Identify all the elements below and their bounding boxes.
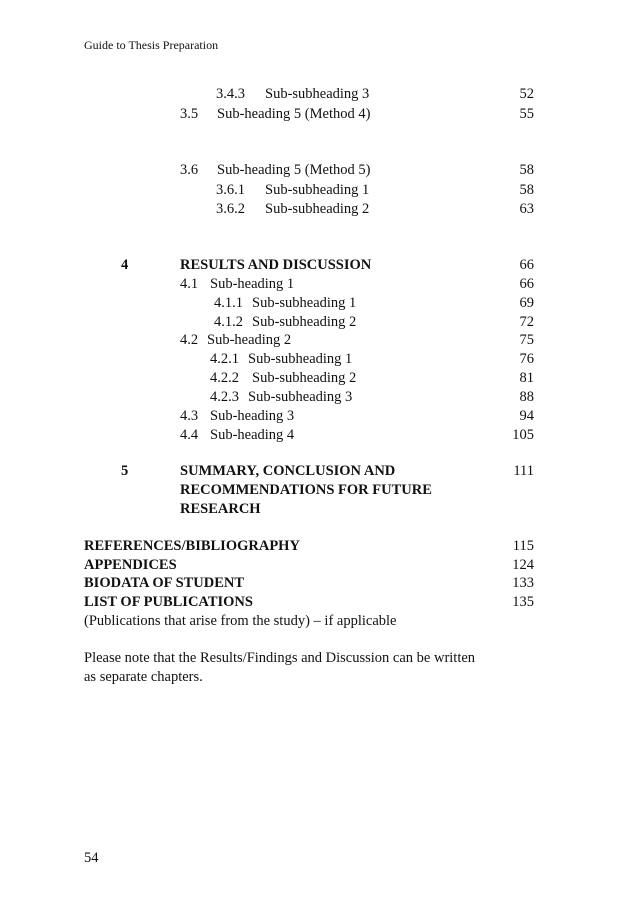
toc-page: 55 bbox=[519, 106, 534, 122]
toc-number: 4.3 bbox=[180, 408, 199, 424]
toc-page: 81 bbox=[519, 370, 534, 386]
toc-number: 4.4 bbox=[180, 427, 199, 443]
toc-number: 3.6.1 bbox=[216, 182, 245, 198]
toc-page: 135 bbox=[512, 594, 534, 610]
toc-number: 4.2.2 bbox=[210, 370, 239, 386]
toc-page: 75 bbox=[519, 332, 534, 348]
chapter-number: 5 bbox=[121, 463, 129, 479]
chapter-title-line-2: RECOMMENDATIONS FOR FUTURE bbox=[180, 482, 432, 498]
running-header: Guide to Thesis Preparation bbox=[84, 38, 219, 52]
chapter-title: RESULTS AND DISCUSSION bbox=[180, 257, 372, 273]
toc-page: 111 bbox=[513, 463, 534, 479]
toc-number: 3.6.2 bbox=[216, 201, 245, 217]
toc-page: 115 bbox=[512, 538, 534, 554]
toc-label: Sub-heading 4 bbox=[210, 427, 295, 443]
appendices-entry: APPENDICES bbox=[84, 557, 177, 573]
toc-page: 94 bbox=[519, 408, 534, 424]
toc-label: Sub-subheading 2 bbox=[252, 314, 357, 330]
toc-label: Sub-heading 1 bbox=[210, 276, 295, 292]
toc-page: 72 bbox=[519, 314, 534, 330]
note-line-1: Please note that the Results/Findings and Discussion can be written bbox=[84, 650, 476, 666]
publications-entry: LIST OF PUBLICATIONS bbox=[84, 594, 253, 610]
note-line-2: as separate chapters. bbox=[84, 669, 203, 685]
toc-number: 4.2.1 bbox=[210, 351, 239, 367]
toc-page: 58 bbox=[519, 182, 534, 198]
toc-page: 69 bbox=[519, 295, 534, 311]
toc-page: 63 bbox=[519, 201, 534, 217]
page-number: 54 bbox=[84, 850, 99, 866]
toc-page: 105 bbox=[512, 427, 534, 443]
toc-label: Sub-heading 5 (Method 5) bbox=[217, 162, 371, 178]
toc-label: Sub-subheading 2 bbox=[252, 370, 357, 386]
toc-page: 66 bbox=[519, 257, 534, 273]
toc-label: Sub-heading 2 bbox=[207, 332, 292, 348]
publications-note: (Publications that arise from the study) – if applicable bbox=[84, 613, 397, 629]
toc-number: 4.1 bbox=[180, 276, 199, 292]
toc-page: 66 bbox=[519, 276, 534, 292]
toc-number: 3.5 bbox=[180, 106, 199, 122]
toc-number: 4.2 bbox=[180, 332, 199, 348]
toc-label: Sub-heading 5 (Method 4) bbox=[217, 106, 371, 122]
toc-page: 88 bbox=[519, 389, 534, 405]
toc-number: 4.1.1 bbox=[214, 295, 243, 311]
toc-number: 4.1.2 bbox=[214, 314, 243, 330]
chapter-title-line-1: SUMMARY, CONCLUSION AND bbox=[180, 463, 396, 479]
toc-page: 124 bbox=[512, 557, 534, 573]
toc-label: Sub-heading 3 bbox=[210, 408, 295, 424]
toc-page: 58 bbox=[519, 162, 534, 178]
references-entry: REFERENCES/BIBLIOGRAPHY bbox=[84, 538, 300, 554]
chapter-title-line-3: RESEARCH bbox=[180, 501, 261, 517]
toc-number: 4.2.3 bbox=[210, 389, 239, 405]
toc-label: Sub-subheading 3 bbox=[265, 86, 370, 102]
toc-page: 76 bbox=[519, 351, 534, 367]
toc-page: 52 bbox=[519, 86, 534, 102]
toc-label: Sub-subheading 2 bbox=[265, 201, 370, 217]
toc-number: 3.4.3 bbox=[216, 86, 245, 102]
toc-label: Sub-subheading 1 bbox=[248, 351, 353, 367]
chapter-number: 4 bbox=[121, 257, 129, 273]
toc-number: 3.6 bbox=[180, 162, 199, 178]
toc-label: Sub-subheading 3 bbox=[248, 389, 353, 405]
biodata-entry: BIODATA OF STUDENT bbox=[84, 575, 245, 591]
toc-page: 133 bbox=[512, 575, 534, 591]
toc-label: Sub-subheading 1 bbox=[252, 295, 357, 311]
toc-label: Sub-subheading 1 bbox=[265, 182, 370, 198]
